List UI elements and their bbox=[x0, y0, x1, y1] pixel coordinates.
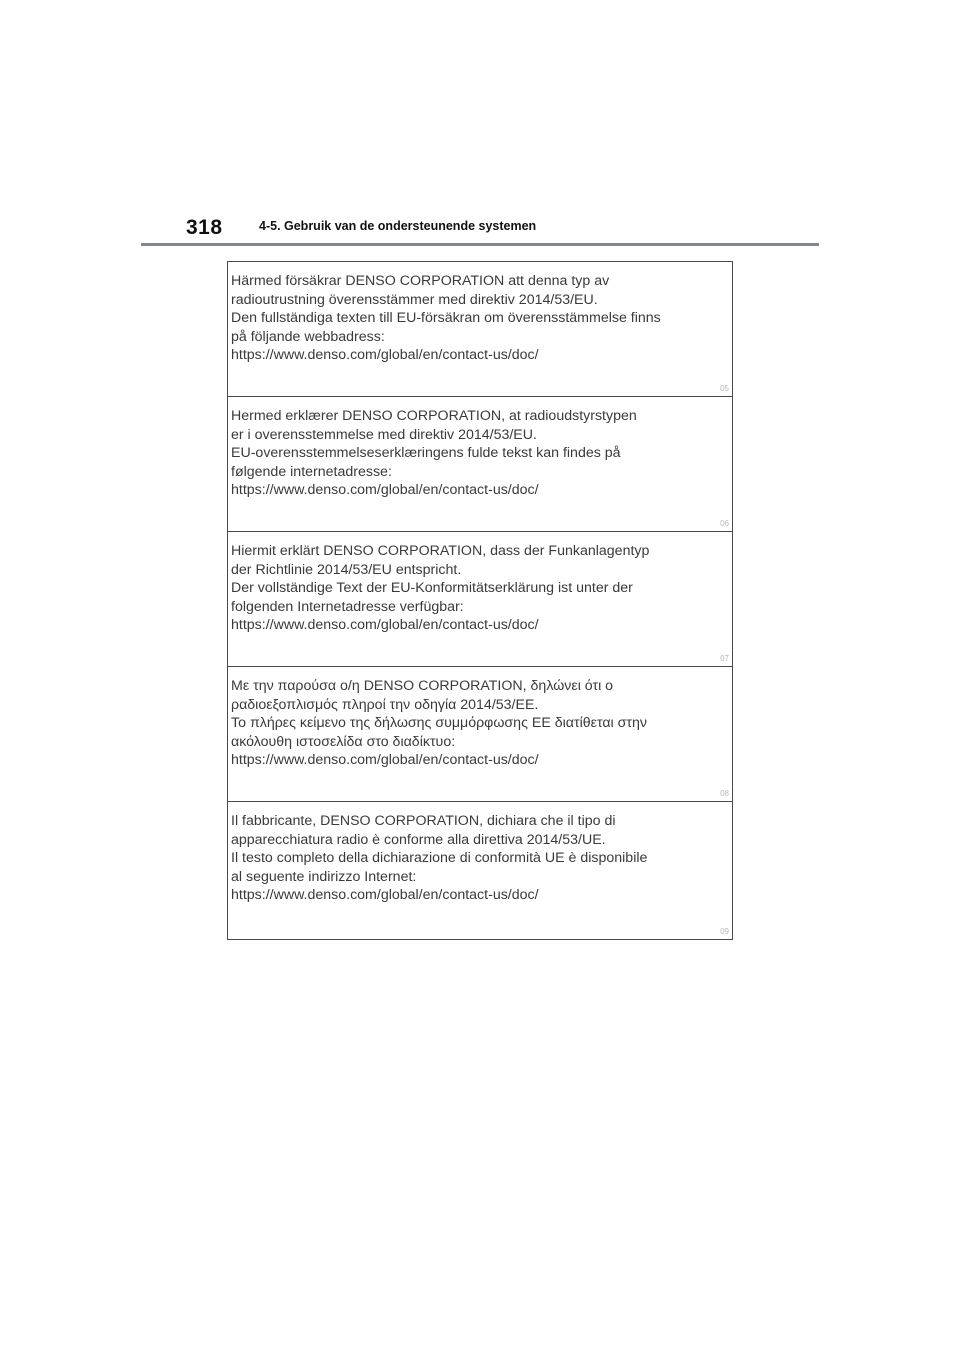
declaration-code: 09 bbox=[720, 927, 729, 936]
declaration-code: 08 bbox=[720, 789, 729, 798]
declaration-text: Härmed försäkrar DENSO CORPORATION att denna typ av radioutrustning överensstämmer med direktiv 2014/53/EU. Den fullständiga texten till EU-försäkran om överensstämmelse finns på följande webbadress: https://www.denso.com/global/en/contact-us/doc/ bbox=[231, 273, 661, 364]
page-header bbox=[0, 0, 960, 250]
declaration-code: 07 bbox=[720, 654, 729, 663]
declaration-swedish bbox=[228, 262, 732, 397]
declaration-text: Il fabbricante, DENSO CORPORATION, dichiara che il tipo di apparecchiatura radio è conforme alla direttiva 2014/53/UE. Il testo completo della dichiarazione di conformità UE è disponibile al seguente indirizzo Internet: https://www.denso.com/global/en/contact-us/doc/ bbox=[231, 813, 648, 904]
declaration-italian bbox=[228, 802, 732, 939]
declaration-greek bbox=[228, 667, 732, 802]
header-divider bbox=[141, 243, 819, 246]
page-number: 318 bbox=[186, 216, 223, 239]
declaration-table bbox=[227, 261, 733, 940]
declaration-german bbox=[228, 532, 732, 667]
declaration-text: Hermed erklærer DENSO CORPORATION, at radioudstyrstypen er i overensstemmelse med direktiv 2014/53/EU. EU-overensstemmelseserklæringens fulde tekst kan findes på følgende internetadresse: https://www.denso.com/global/en/contact-us/doc/ bbox=[231, 408, 637, 499]
declaration-text: Hiermit erklärt DENSO CORPORATION, dass der Funkanlagentyp der Richtlinie 2014/53/EU entspricht. Der vollständige Text der EU-Konformitätserklärung ist unter der folgenden Internetadresse verfügbar: https://www.denso.com/global/en/contact-us/doc/ bbox=[231, 543, 650, 634]
declaration-danish bbox=[228, 397, 732, 532]
section-title: 4-5. Gebruik van de ondersteunende systemen bbox=[259, 219, 537, 233]
declaration-code: 05 bbox=[720, 384, 729, 393]
declaration-text: Με την παρούσα ο/η DENSO CORPORATION, δηλώνει ότι ο ραδιοεξοπλισμός πληροί την οδηγία 2014/53/ΕΕ. Το πλήρες κείμενο της δήλωσης συμμόρφωσης ΕΕ διατίθεται στην ακόλουθη ιστοσελίδα στο διαδίκτυο: https://www.denso.com/global/en/contact-us/doc/ bbox=[231, 678, 647, 769]
declaration-code: 06 bbox=[720, 519, 729, 528]
